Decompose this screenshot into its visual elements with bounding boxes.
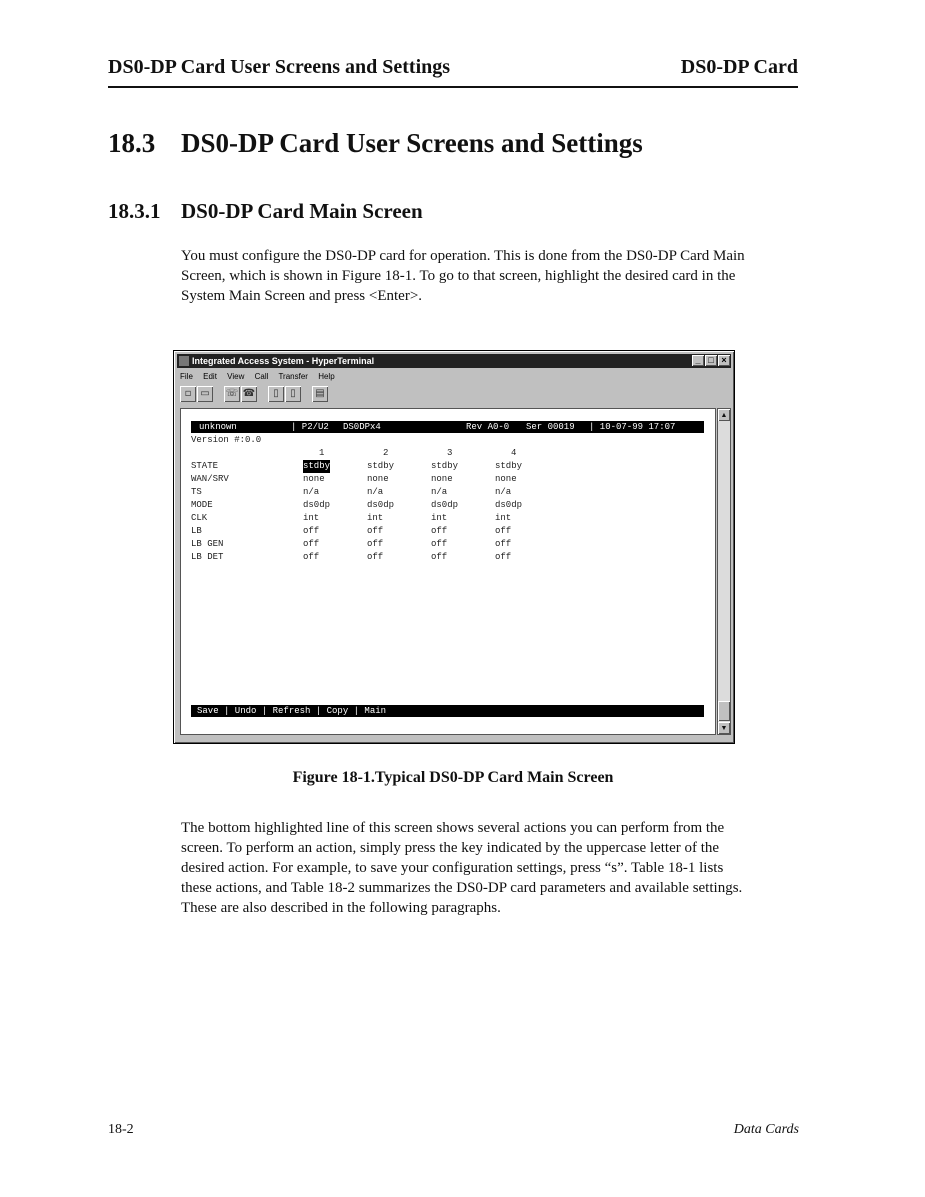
header-chapter: DS0-DP Card [680,56,798,78]
table-cell[interactable]: n/a [495,487,512,497]
subsection-title: DS0-DP Card Main Screen [181,199,423,223]
body-line: these actions, and Table 18-2 summarizes the DS0-DP card parameters and available settings. [181,880,743,896]
table-cell[interactable]: stdby [367,461,395,471]
table-cell[interactable]: none [431,474,453,484]
body-line: desired action. For example, to save your configuration settings, press “s”. Table 18-1 lists [181,860,724,876]
table-cell[interactable]: ds0dp [431,500,459,510]
table-cell[interactable]: off [367,526,384,536]
status-serial: Ser 00019 [526,422,575,432]
vertical-scrollbar[interactable] [717,408,731,735]
menu-view[interactable]: View [227,372,245,381]
table-cell[interactable]: off [495,552,512,562]
window-title: Integrated Access System - HyperTerminal [192,356,375,366]
command-list[interactable]: Save | Undo | Refresh | Copy | Main [197,706,387,716]
row-label-lb-det: LB DET [191,552,224,562]
receive-icon[interactable]: ▯ [285,386,301,402]
row-label-lb: LB [191,526,202,536]
table-cell[interactable]: stdby [495,461,523,471]
close-icon[interactable]: × [718,355,730,366]
column-header: 3 [447,448,453,458]
row-label-lb-gen: LB GEN [191,539,224,549]
menu-bar [180,370,343,383]
status-location: unknown [199,422,237,432]
body-line: These are also described in the following paragraphs. [181,900,501,916]
section-number: 18.3 [108,128,156,158]
scroll-up-icon[interactable]: ▲ [718,409,730,421]
table-cell[interactable]: int [303,513,320,523]
intro-line: Screen, which is shown in Figure 18-1. To go to that screen, highlight the desired card in the [181,268,736,284]
figure-caption: Figure 18-1.Typical DS0-DP Card Main Screen [292,769,614,786]
hyperterminal-window [173,350,735,744]
table-cell[interactable]: n/a [431,487,448,497]
version-text: Version #:0.0 [191,435,262,445]
table-cell[interactable]: off [431,552,448,562]
menu-file[interactable]: File [180,372,193,381]
column-header: 4 [511,448,517,458]
maximize-icon[interactable]: □ [705,355,717,366]
open-icon[interactable]: ▭ [197,386,213,402]
table-cell[interactable]: stdby [431,461,459,471]
command-bar[interactable] [191,705,704,717]
row-label-state: STATE [191,461,219,471]
column-header: 1 [319,448,325,458]
table-cell[interactable]: none [495,474,517,484]
table-cell[interactable]: int [495,513,512,523]
status-datetime: | 10-07-99 17:07 [589,422,676,432]
row-label-mode: MODE [191,500,213,510]
status-card: DS0DPx4 [343,422,381,432]
table-cell[interactable]: off [495,539,512,549]
table-cell[interactable]: ds0dp [495,500,523,510]
intro-line: You must configure the DS0-DP card for operation. This is done from the DS0-DP Card Main [181,248,745,264]
status-slot: | P2/U2 [291,422,329,432]
disconnect-icon[interactable]: ☎ [241,386,257,402]
table-cell[interactable]: off [367,552,384,562]
page-number: 18-2 [108,1122,134,1137]
table-cell[interactable]: ds0dp [367,500,395,510]
subsection-number: 18.3.1 [108,199,161,223]
row-label-clk: CLK [191,513,208,523]
table-cell[interactable]: off [367,539,384,549]
table-cell[interactable]: off [495,526,512,536]
table-cell[interactable]: none [367,474,389,484]
table-cell[interactable]: off [303,552,320,562]
send-icon[interactable]: ▯ [268,386,284,402]
row-label-wan-srv: WAN/SRV [191,474,229,484]
menu-transfer[interactable]: Transfer [278,372,308,381]
table-cell[interactable]: int [431,513,448,523]
row-label-ts: TS [191,487,202,497]
menu-edit[interactable]: Edit [203,372,217,381]
new-icon[interactable]: ▫ [180,386,196,402]
table-cell[interactable]: n/a [303,487,320,497]
app-icon [179,356,189,366]
terminal-status-bar [191,421,704,433]
subsection-heading [108,199,423,224]
table-cell[interactable]: off [431,539,448,549]
scroll-down-icon[interactable]: ▼ [718,722,730,734]
header-title: DS0-DP Card User Screens and Settings [108,56,451,78]
intro-line: System Main Screen and press <Enter>. [181,288,423,304]
menu-call[interactable]: Call [254,372,269,381]
table-cell[interactable]: ds0dp [303,500,331,510]
status-rev: Rev A0-0 [466,422,510,432]
menu-help[interactable]: Help [318,372,335,381]
column-header: 2 [383,448,389,458]
body-line: The bottom highlighted line of this screen shows several actions you can perform from the [181,820,725,836]
minimize-icon[interactable]: _ [692,355,704,366]
table-cell[interactable]: int [367,513,384,523]
state-cell-selected[interactable]: stdby [303,461,331,471]
section-heading [108,128,643,159]
table-cell[interactable]: off [303,526,320,536]
phone-icon[interactable]: ☏ [224,386,240,402]
running-header [108,56,798,88]
table-cell[interactable]: none [303,474,325,484]
footer-chapter: Data Cards [733,1122,799,1137]
properties-icon[interactable]: ▤ [312,386,328,402]
table-cell[interactable]: off [431,526,448,536]
window-titlebar[interactable] [177,354,731,368]
section-title: DS0-DP Card User Screens and Settings [181,128,643,158]
table-cell[interactable]: off [303,539,320,549]
terminal-area[interactable] [180,408,716,735]
table-cell[interactable]: n/a [367,487,384,497]
scroll-thumb[interactable] [718,701,730,721]
body-paragraph [181,818,801,918]
intro-paragraph [181,246,801,306]
body-line: screen. To perform an action, simply press the key indicated by the uppercase letter of the [181,840,720,856]
